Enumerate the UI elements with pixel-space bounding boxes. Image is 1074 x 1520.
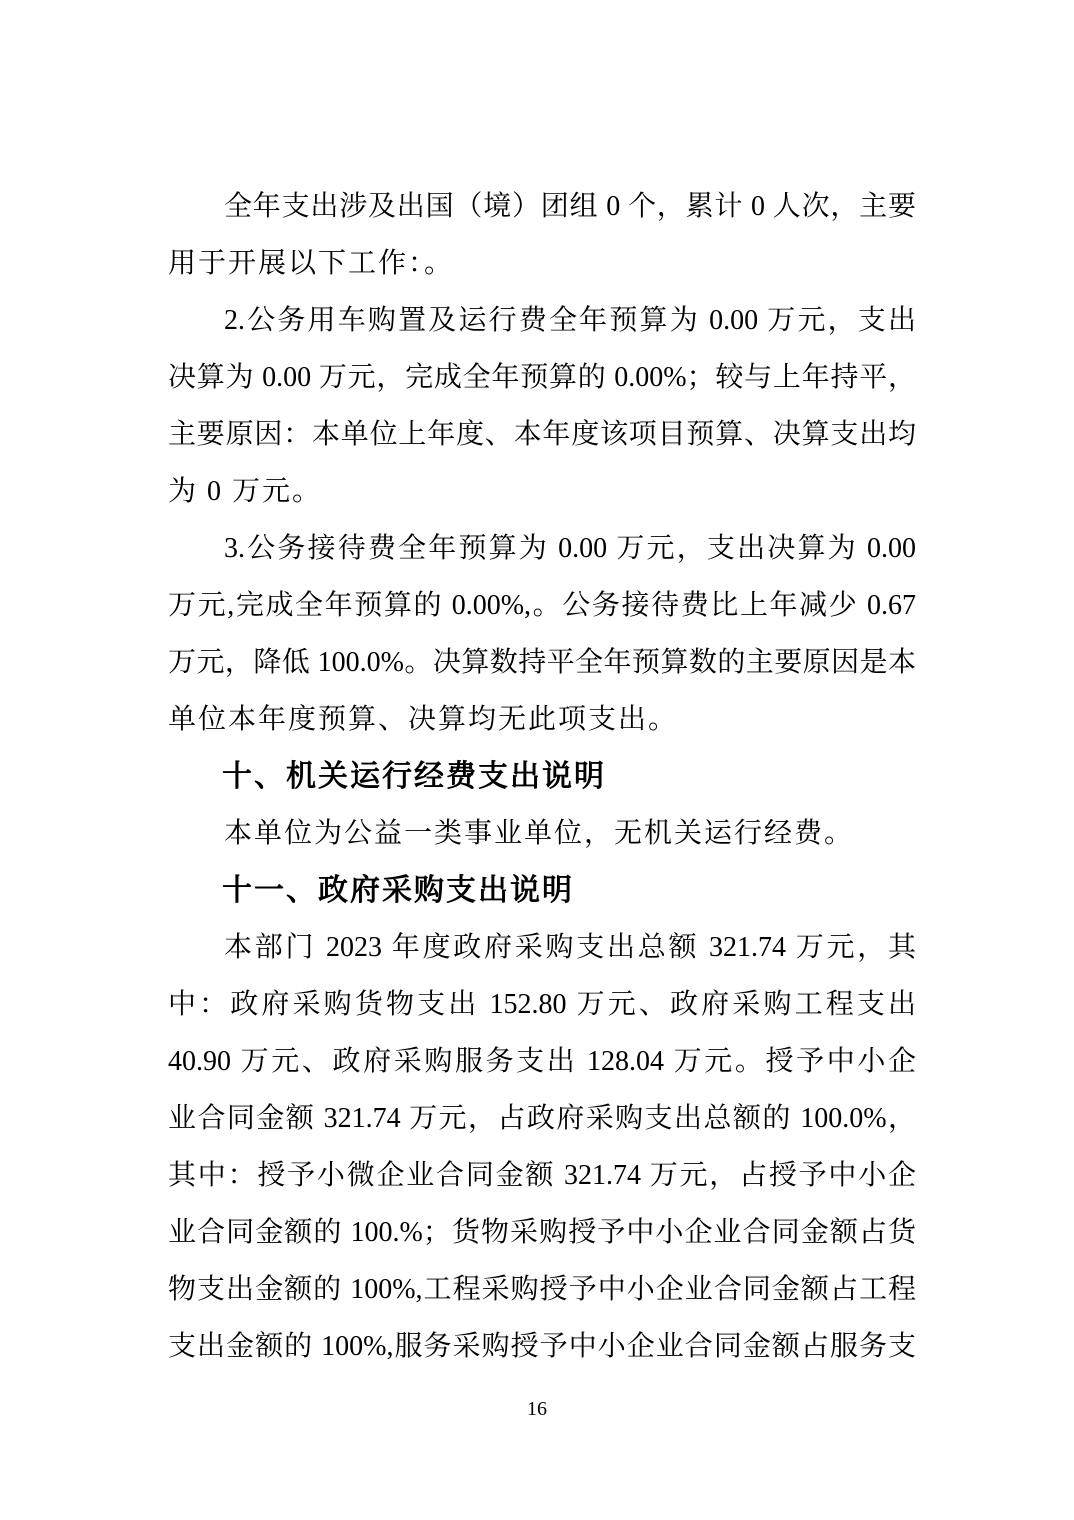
text-line: 本部门 2023 年度政府采购支出总额 321.74 万元，其 [224,932,916,963]
text-line: 全年支出涉及出国（境）团组 0 个，累计 0 人次，主要 [224,191,916,222]
text-line: 3.公务接待费全年预算为 0.00 万元，支出决算为 0.00 [224,533,916,564]
text-line: 物支出金额的 100%,工程采购授予中小企业合同金额占工程 [168,1274,916,1305]
text-line: 40.90 万元、政府采购服务支出 128.04 万元。授予中小企 [168,1046,916,1077]
text-line: 其中：授予小微企业合同金额 321.74 万元，占授予中小企 [168,1160,916,1191]
text-line: 业合同金额的 100.%；货物采购授予中小企业合同金额占货 [168,1217,916,1248]
text-line: 用于开展以下工作：。 [168,248,455,279]
section-heading-government-procurement: 十一、政府采购支出说明 [222,874,574,907]
text-line: 万元,完成全年预算的 0.00%,。公务接待费比上年减少 0.67 [168,590,916,621]
text-line: 决算为 0.00 万元，完成全年预算的 0.00%；较与上年持平， [168,362,916,393]
text-line: 单位本年度预算、决算均无此项支出。 [168,704,679,735]
text-line: 万元，降低 100.0%。决算数持平全年预算数的主要原因是本 [168,647,916,678]
text-line: 中：政府采购货物支出 152.80 万元、政府采购工程支出 [168,989,916,1020]
page-number: 16 [527,1398,547,1420]
document-body [168,178,916,1375]
text-line: 为 0 万元。 [168,476,323,507]
section-heading-organ-operating-expense: 十、机关运行经费支出说明 [222,760,606,793]
text-line: 支出金额的 100%,服务采购授予中小企业合同金额占服务支 [168,1331,916,1362]
text-line: 业合同金额 321.74 万元，占政府采购支出总额的 100.0%， [168,1103,916,1134]
text-line: 2.公务用车购置及运行费全年预算为 0.00 万元，支出 [224,305,916,336]
text-line: 本单位为公益一类事业单位，无机关运行经费。 [224,818,855,849]
text-line: 主要原因：本单位上年度、本年度该项目预算、决算支出均 [168,419,916,450]
